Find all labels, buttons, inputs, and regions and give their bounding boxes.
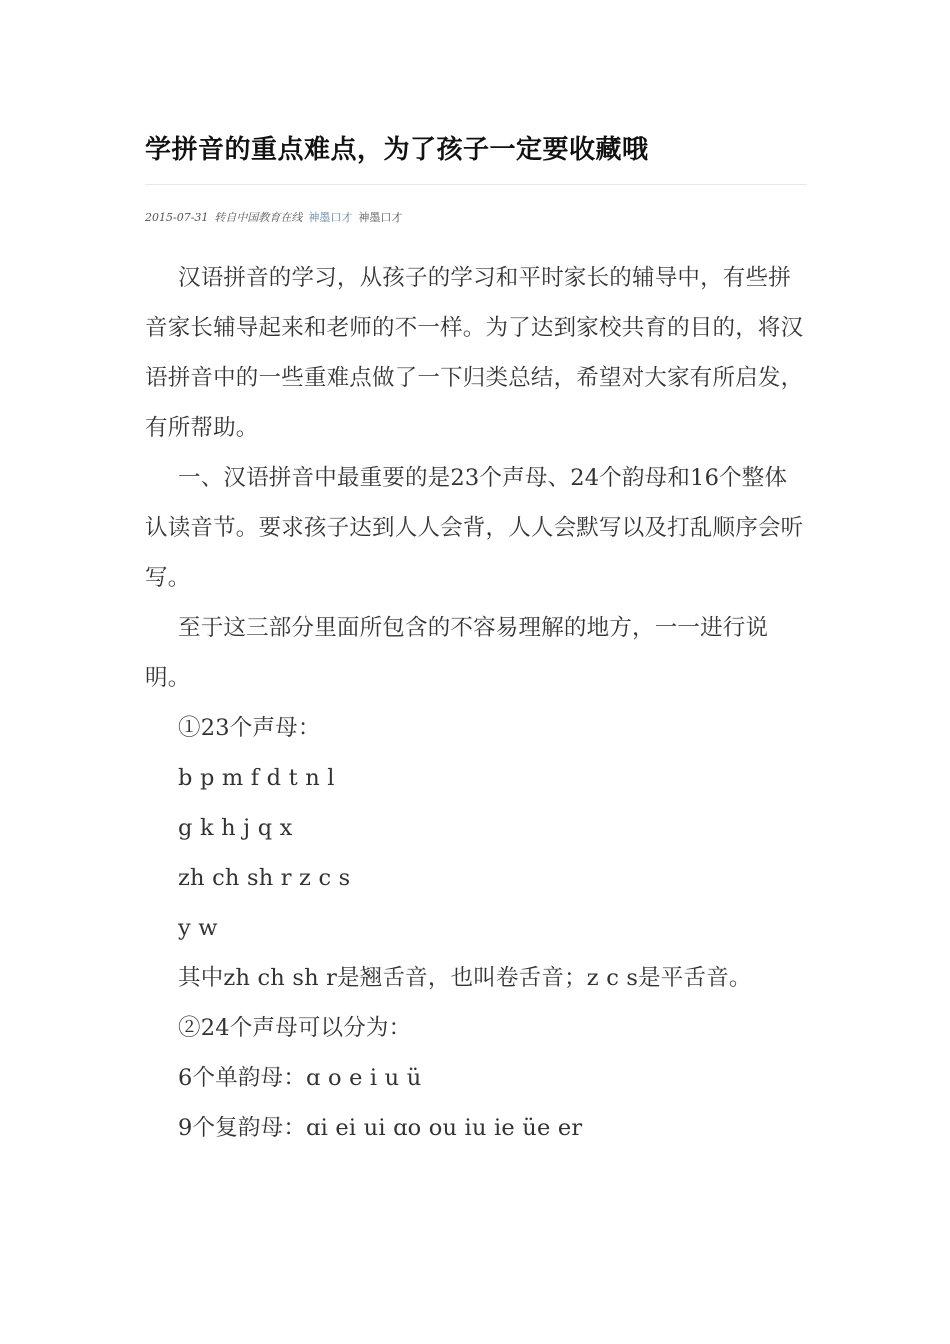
article	[145, 128, 807, 1153]
paragraph-explanation: 至于这三部分里面所包含的不容易理解的地方，一一进行说明。	[145, 615, 769, 691]
author-link[interactable]: 神墨口才	[308, 211, 353, 224]
account-name: 神墨口才	[358, 211, 403, 224]
paragraph-initials-row-2: g k h j q x	[178, 815, 293, 841]
article-body	[145, 253, 807, 1153]
paragraph-initials-row-1: b p m f d t n l	[178, 765, 335, 791]
source-label: 转自中国教育在线	[214, 211, 303, 224]
publish-date: 2015-07-31	[145, 211, 209, 224]
article-title: 学拼音的重点难点，为了孩子一定要收藏哦	[145, 135, 649, 165]
paragraph-retroflex-note: 其中zh ch sh r是翘舌音，也叫卷舌音；z c s是平舌音。	[178, 965, 752, 991]
paragraph-initials-heading: ①23个声母：	[178, 715, 321, 741]
paragraph-initials-row-3: zh ch sh r z c s	[178, 865, 351, 891]
paragraph-finals-heading: ②24个声母可以分为：	[178, 1015, 412, 1041]
paragraph-intro: 汉语拼音的学习，从孩子的学习和平时家长的辅导中，有些拼音家长辅导起来和老师的不一样。为了达到家校共育的目的，将汉语拼音中的一些重难点做了一下归类总结，希望对大家有所启发，有所帮助。	[145, 265, 804, 441]
paragraph-compound-finals: 9个复韵母：ɑi ei ui ɑo ou iu ie üe er	[178, 1115, 583, 1141]
paragraph-simple-finals: 6个单韵母：ɑ o e i u ü	[178, 1065, 422, 1091]
paragraph-initials-row-4: y w	[178, 915, 218, 941]
article-meta	[145, 210, 807, 226]
paragraph-section-one: 一、汉语拼音中最重要的是23个声母、24个韵母和16个整体认读音节。要求孩子达到人人会背，人人会默写以及打乱顺序会听写。	[145, 465, 804, 591]
title-divider	[145, 184, 807, 185]
